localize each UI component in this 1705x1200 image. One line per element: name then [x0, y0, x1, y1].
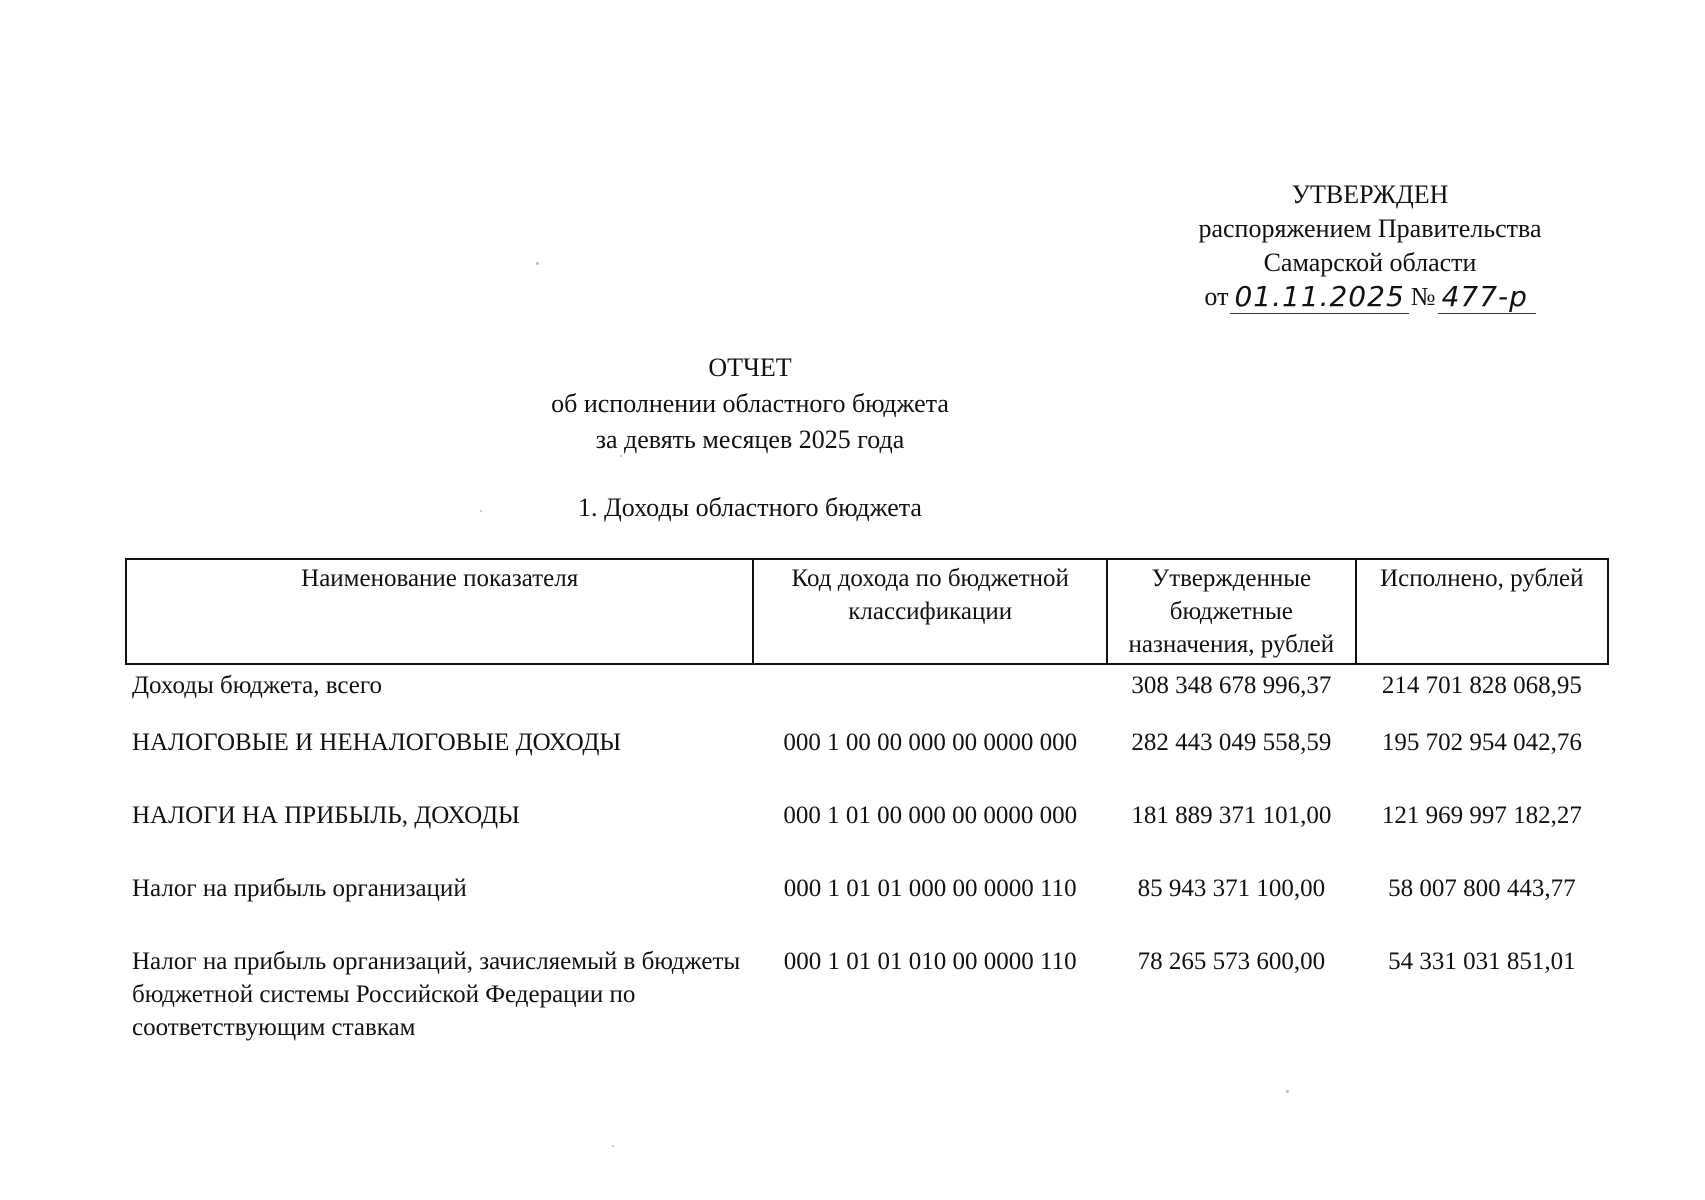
row-planned: 85 943 371 100,00: [1137, 875, 1326, 902]
row-planned: 78 265 573 600,00: [1137, 948, 1326, 975]
table-header-row: [126, 559, 1608, 664]
section-title: 1. Доходы областного бюджета: [578, 493, 922, 522]
table-row: [126, 664, 1608, 722]
row-code: 000 1 01 01 010 00 0000 110: [783, 948, 1077, 975]
row-name: НАЛОГИ НА ПРИБЫЛЬ, ДОХОДЫ: [132, 802, 520, 829]
table-row: [126, 868, 1608, 941]
row-executed: 58 007 800 443,77: [1388, 875, 1576, 902]
approval-line-1: распоряжением Правительства: [1198, 214, 1542, 243]
approval-block: [1180, 178, 1560, 314]
row-executed: 121 969 997 182,27: [1381, 802, 1582, 829]
row-planned: 308 348 678 996,37: [1131, 672, 1332, 699]
header-planned: Утвержденные бюджетные назначения, рублей: [1107, 559, 1356, 664]
approval-date-line: [1204, 280, 1535, 314]
income-table: [125, 558, 1609, 1048]
approval-line-2: Самарской области: [1263, 248, 1477, 277]
scan-speck: [480, 510, 482, 512]
scan-speck: [536, 262, 539, 265]
table-row: [126, 795, 1608, 868]
row-executed: 214 701 828 068,95: [1381, 672, 1582, 699]
report-subtitle-2: за девять месяцев 2025 года: [595, 425, 905, 454]
report-subtitle-1: об исполнении областного бюджета: [551, 389, 949, 418]
scan-speck: [1286, 1090, 1289, 1093]
scan-speck: [612, 1145, 614, 1147]
table-row: [126, 722, 1608, 795]
row-code: 000 1 00 00 000 00 0000 000: [783, 729, 1078, 756]
header-executed: Исполнено, рублей: [1356, 559, 1608, 664]
handwritten-date: 01.11.2025: [1230, 281, 1408, 314]
report-title: ОТЧЕТ: [708, 353, 792, 382]
row-executed: 195 702 954 042,76: [1381, 729, 1582, 756]
header-code: Код дохода по бюджетной классификации: [753, 559, 1107, 664]
approval-title: УТВЕРЖДЕН: [1291, 180, 1449, 209]
row-executed: 54 331 031 851,01: [1388, 948, 1576, 975]
scan-speck: [620, 455, 622, 457]
row-name: НАЛОГОВЫЕ И НЕНАЛОГОВЫЕ ДОХОДЫ: [132, 729, 622, 756]
report-title-block: [500, 350, 1000, 458]
table-row: [126, 941, 1608, 1048]
row-code: 000 1 01 00 000 00 0000 000: [783, 802, 1078, 829]
handwritten-number: 477-р: [1438, 281, 1536, 314]
row-name: Налог на прибыль организаций: [132, 875, 467, 902]
row-planned: 282 443 049 558,59: [1131, 729, 1332, 756]
header-name: Наименование показателя: [126, 559, 753, 664]
row-name: Доходы бюджета, всего: [132, 672, 383, 699]
number-prefix: №: [1410, 282, 1436, 311]
row-planned: 181 889 371 101,00: [1131, 802, 1332, 829]
row-code: 000 1 01 01 000 00 0000 110: [783, 875, 1077, 902]
row-name: Налог на прибыль организаций, зачисляемый в бюджеты бюджетной системы Российской Федерации по соответствующим ставкам: [132, 948, 741, 1041]
row-code: [753, 664, 1107, 722]
date-prefix: от: [1204, 282, 1229, 311]
